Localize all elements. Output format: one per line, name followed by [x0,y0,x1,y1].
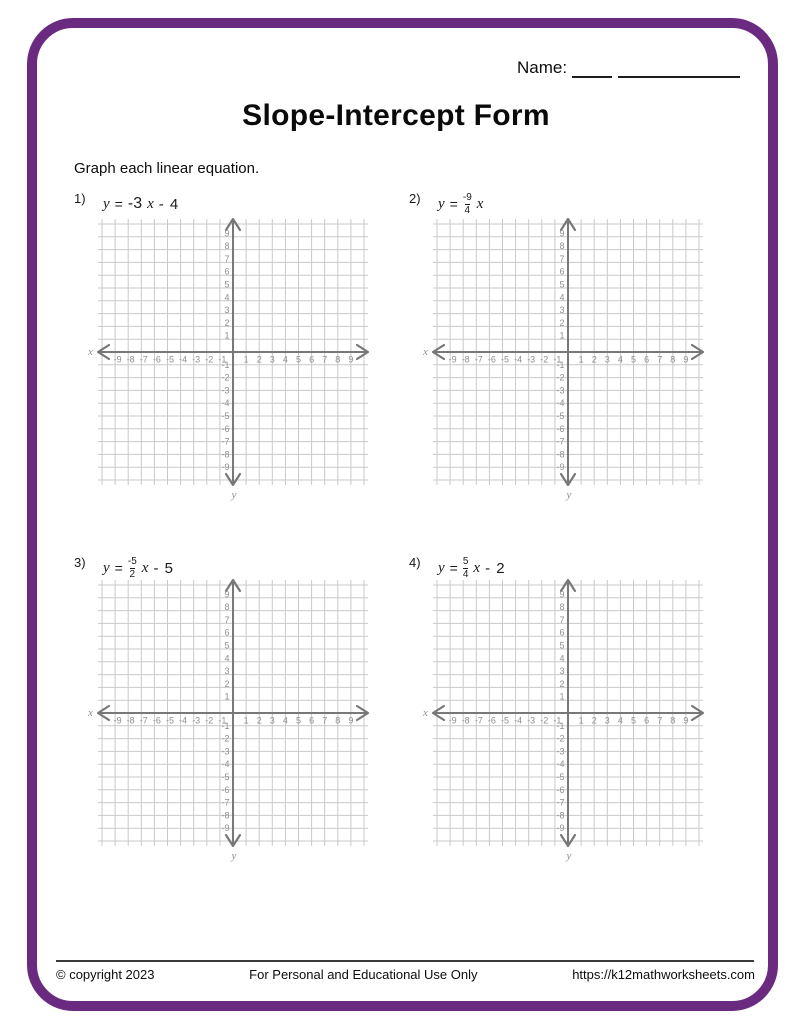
svg-text:9: 9 [559,228,565,239]
svg-text:4: 4 [282,354,288,365]
svg-text:7: 7 [322,354,328,365]
svg-text:-7: -7 [556,436,565,447]
svg-text:6: 6 [559,266,565,277]
svg-text:-9: -9 [113,715,122,726]
name-underline [572,59,612,78]
svg-text:3: 3 [269,354,275,365]
svg-text:-8: -8 [126,715,135,726]
svg-text:4: 4 [224,292,230,303]
usage-text: For Personal and Educational Use Only [249,967,478,982]
svg-text:3: 3 [604,354,610,365]
svg-text:6: 6 [309,715,315,726]
svg-text:5: 5 [224,279,230,290]
svg-text:-2: -2 [221,372,230,383]
svg-text:8: 8 [670,715,676,726]
svg-text:-8: -8 [221,449,230,460]
svg-text:-7: -7 [139,354,148,365]
svg-text:-7: -7 [139,715,148,726]
problem-number: 3) [74,555,86,570]
name-label: Name: [517,58,568,77]
svg-text:-7: -7 [556,797,565,808]
svg-text:8: 8 [335,354,341,365]
svg-text:3: 3 [269,715,275,726]
svg-text:-6: -6 [221,423,230,434]
svg-text:-2: -2 [556,372,565,383]
equation-lhs: y [438,195,445,212]
svg-text:-6: -6 [487,354,496,365]
svg-text:6: 6 [644,715,650,726]
svg-text:6: 6 [224,627,230,638]
svg-text:-7: -7 [221,436,230,447]
svg-text:-5: -5 [500,715,510,726]
svg-text:-5: -5 [165,354,175,365]
svg-text:-8: -8 [461,715,470,726]
problem-number: 4) [409,555,421,570]
fraction-denominator: 4 [462,568,469,580]
svg-text:y: y [566,489,572,501]
svg-text:-2: -2 [221,733,230,744]
svg-text:-3: -3 [556,385,565,396]
svg-text:-7: -7 [474,715,483,726]
equals-sign: = [449,560,458,576]
svg-text:-2: -2 [556,733,565,744]
svg-text:x: x [88,346,93,358]
svg-text:-9: -9 [556,823,565,834]
svg-text:-4: -4 [514,354,523,365]
fraction-denominator: 2 [129,568,136,580]
svg-text:5: 5 [295,354,302,365]
equation-suffix: - 4 [158,195,180,213]
svg-text:-1: -1 [556,720,565,731]
equals-sign: = [114,560,123,576]
equation-suffix: - 5 [153,559,174,577]
svg-text:-5: -5 [165,715,175,726]
svg-text:5: 5 [630,715,637,726]
svg-text:-4: -4 [221,759,230,770]
svg-text:-5: -5 [556,411,565,421]
svg-text:3: 3 [224,666,230,677]
svg-text:7: 7 [657,354,663,365]
svg-text:9: 9 [683,715,689,726]
svg-text:6: 6 [559,627,565,638]
svg-text:4: 4 [224,653,230,664]
svg-text:-6: -6 [556,784,565,795]
copyright-text: © copyright 2023 [56,967,155,982]
footer-divider [56,960,754,962]
coefficient: -3 [127,195,143,212]
svg-text:-5: -5 [500,354,510,365]
svg-text:-7: -7 [221,797,230,808]
svg-text:5: 5 [224,640,230,651]
coordinate-grid [413,206,723,506]
svg-text:9: 9 [559,589,565,600]
svg-text:-1: -1 [221,720,230,731]
svg-text:-3: -3 [527,354,536,365]
svg-text:9: 9 [348,715,354,726]
svg-text:-7: -7 [474,354,483,365]
svg-text:-6: -6 [221,784,230,795]
svg-text:-3: -3 [192,354,201,365]
svg-text:7: 7 [559,614,565,625]
svg-text:-1: -1 [553,715,562,726]
svg-text:9: 9 [683,354,689,365]
svg-text:4: 4 [617,715,623,726]
svg-text:-4: -4 [556,759,565,770]
svg-text:-6: -6 [152,354,161,365]
problem-number: 1) [74,191,86,206]
website-url: https://k12mathworksheets.com [572,967,755,982]
svg-text:-8: -8 [556,449,565,460]
svg-text:-9: -9 [221,462,230,473]
svg-text:7: 7 [224,614,230,625]
equation-suffix: - 2 [485,559,506,577]
coordinate-grid [78,567,388,867]
svg-text:-1: -1 [221,359,230,370]
name-underline [618,59,740,78]
svg-text:3: 3 [224,305,230,316]
svg-text:1: 1 [578,354,584,365]
fraction-denominator: 4 [464,204,471,216]
svg-text:4: 4 [617,354,623,365]
svg-text:1: 1 [559,691,565,702]
svg-text:y: y [231,489,237,501]
equals-sign: = [449,196,458,212]
svg-text:x: x [88,707,93,719]
svg-text:2: 2 [256,715,262,726]
svg-text:6: 6 [224,266,230,277]
svg-text:-1: -1 [553,354,562,365]
svg-text:-6: -6 [556,423,565,434]
svg-text:-9: -9 [448,715,457,726]
svg-text:1: 1 [224,330,230,341]
svg-text:-9: -9 [221,823,230,834]
svg-text:2: 2 [591,354,597,365]
instruction-text: Graph each linear equation. [74,160,260,177]
svg-text:9: 9 [224,589,230,600]
equals-sign: = [114,196,123,212]
svg-text:-9: -9 [113,354,122,365]
svg-text:-6: -6 [487,715,496,726]
svg-text:2: 2 [559,317,565,328]
svg-text:8: 8 [335,715,341,726]
svg-text:8: 8 [224,241,230,252]
svg-text:-2: -2 [205,715,214,726]
svg-text:y: y [566,850,572,862]
svg-text:-1: -1 [218,354,227,365]
worksheet-title: Slope-Intercept Form [242,99,550,132]
svg-text:6: 6 [309,354,315,365]
svg-text:-5: -5 [221,772,230,782]
fraction-numerator: -9 [462,191,472,203]
variable-x: x [141,559,149,576]
svg-text:-8: -8 [126,354,135,365]
svg-text:-9: -9 [448,354,457,365]
svg-text:8: 8 [559,602,565,613]
svg-text:-3: -3 [556,746,565,757]
svg-text:2: 2 [591,715,597,726]
svg-text:1: 1 [243,715,249,726]
problem-number: 2) [409,191,421,206]
svg-text:-1: -1 [556,359,565,370]
svg-text:7: 7 [322,715,328,726]
problem-4 [407,550,729,890]
svg-text:-6: -6 [152,715,161,726]
svg-text:7: 7 [224,253,230,264]
svg-text:2: 2 [224,678,230,689]
equation-lhs: y [103,559,110,576]
svg-text:2: 2 [224,317,230,328]
svg-text:-4: -4 [221,398,230,409]
svg-text:-3: -3 [221,385,230,396]
svg-text:4: 4 [559,292,565,303]
svg-text:x: x [423,346,428,358]
svg-text:4: 4 [282,715,288,726]
svg-text:-2: -2 [205,354,214,365]
svg-text:2: 2 [559,678,565,689]
svg-text:1: 1 [243,354,249,365]
fraction-numerator: -5 [127,555,137,567]
svg-text:-3: -3 [221,746,230,757]
svg-text:3: 3 [559,305,565,316]
svg-text:-2: -2 [540,715,549,726]
svg-text:-5: -5 [556,772,565,782]
svg-text:-3: -3 [192,715,201,726]
svg-text:8: 8 [670,354,676,365]
problem-2 [407,186,729,526]
variable-x: x [473,559,481,576]
svg-text:1: 1 [559,330,565,341]
svg-text:-2: -2 [540,354,549,365]
svg-text:5: 5 [295,715,302,726]
svg-text:3: 3 [559,666,565,677]
svg-text:-4: -4 [556,398,565,409]
svg-text:-4: -4 [179,715,188,726]
svg-text:4: 4 [559,653,565,664]
name-field [517,58,740,78]
svg-text:-5: -5 [221,411,230,421]
footer [56,967,755,982]
svg-text:-8: -8 [556,810,565,821]
svg-text:5: 5 [559,279,565,290]
svg-text:2: 2 [256,354,262,365]
svg-text:-9: -9 [556,462,565,473]
svg-text:-4: -4 [179,354,188,365]
svg-text:9: 9 [224,228,230,239]
svg-text:1: 1 [578,715,584,726]
problem-1 [72,186,394,526]
svg-text:-3: -3 [527,715,536,726]
svg-text:9: 9 [348,354,354,365]
svg-text:6: 6 [644,354,650,365]
svg-text:-1: -1 [218,715,227,726]
svg-text:3: 3 [604,715,610,726]
svg-text:7: 7 [657,715,663,726]
fraction-numerator: 5 [462,555,469,567]
svg-text:8: 8 [224,602,230,613]
svg-text:y: y [231,850,237,862]
coordinate-grid [78,206,388,506]
equation-lhs: y [438,559,445,576]
variable-x: x [147,195,154,212]
equation-lhs: y [103,195,110,212]
svg-text:8: 8 [559,241,565,252]
variable-x: x [476,195,484,212]
svg-text:5: 5 [630,354,637,365]
svg-text:-8: -8 [221,810,230,821]
svg-text:x: x [423,707,428,719]
svg-text:5: 5 [559,640,565,651]
svg-text:1: 1 [224,691,230,702]
problem-3 [72,550,394,890]
coordinate-grid [413,567,723,867]
svg-text:-4: -4 [514,715,523,726]
svg-text:7: 7 [559,253,565,264]
svg-text:-8: -8 [461,354,470,365]
